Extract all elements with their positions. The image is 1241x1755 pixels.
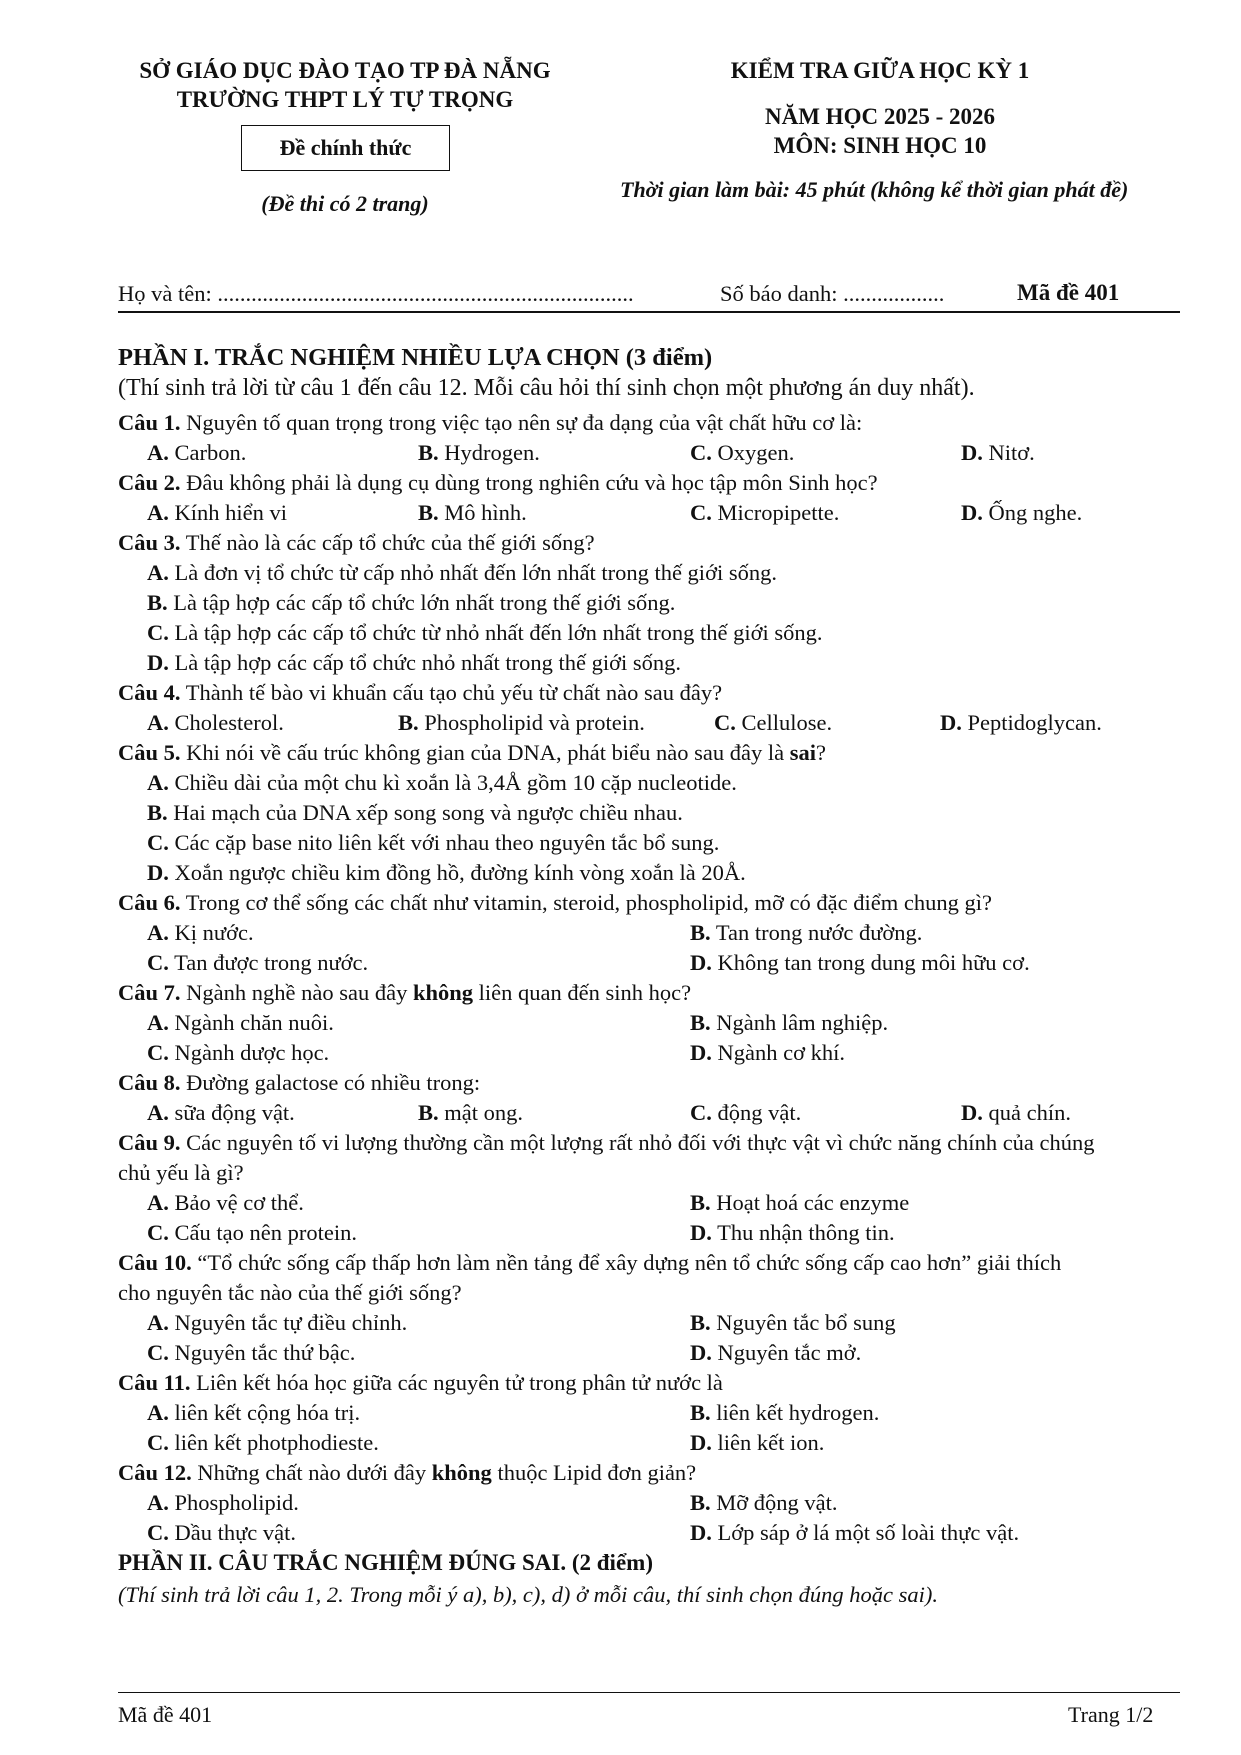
question-text: Thành tế bào vi khuẩn cấu tạo chủ yếu từ chất nào sau đây?	[180, 680, 723, 705]
question-12	[118, 1460, 696, 1486]
option-c	[147, 1520, 296, 1546]
option-c	[147, 1220, 357, 1246]
question-text-end: liên quan đến sinh học?	[473, 980, 692, 1005]
option-a	[147, 500, 287, 526]
option-a	[147, 1100, 295, 1126]
option-text: Nguyên tắc bổ sung	[710, 1310, 896, 1335]
question-text: Khi nói về cấu trúc không gian của DNA, phát biểu nào sau đây là	[180, 740, 790, 765]
header-divider	[118, 311, 1180, 313]
option-key: B.	[690, 1490, 711, 1515]
question-3	[118, 530, 595, 556]
option-key: A.	[147, 1400, 169, 1425]
option-text: Không tan trong dung môi hữu cơ.	[711, 950, 1030, 975]
option-key: B.	[418, 1100, 439, 1125]
question-10-continuation: cho nguyên tắc nào của thế giới sống?	[118, 1280, 462, 1305]
option-text: Là đơn vị tổ chức từ cấp nhỏ nhất đến lớn nhất trong thế giới sống.	[168, 560, 777, 585]
subject: MÔN: SINH HỌC 10	[773, 133, 987, 158]
exam-code: Mã đề 401	[1017, 280, 1120, 305]
option-text: Xoắn ngược chiều kim đồng hồ, đường kính vòng xoắn là 20Å.	[168, 860, 746, 885]
time-note: Thời gian làm bài: 45 phút (không kể thời gian phát đề)	[620, 177, 1129, 202]
option-key: D.	[690, 1520, 712, 1545]
option-key: A.	[147, 1100, 169, 1125]
part1-instruction: (Thí sinh trả lời từ câu 1 đến câu 12. Mỗi câu hỏi thí sinh chọn một phương án duy nhất).	[118, 375, 975, 401]
option-key: B.	[690, 1310, 711, 1335]
school-year: NĂM HỌC 2025 - 2026	[765, 104, 995, 129]
option-text: Tan được trong nước.	[168, 950, 369, 975]
option-text: Kính hiển vi	[168, 500, 287, 525]
option-c	[147, 1430, 379, 1456]
option-key: B.	[690, 1010, 711, 1035]
option-text: Là tập hợp các cấp tổ chức lớn nhất trong thế giới sống.	[167, 590, 676, 615]
question-label: Câu 11.	[118, 1370, 191, 1395]
option-a	[147, 1010, 334, 1036]
option-text: quả chín.	[982, 1100, 1071, 1125]
option-text: Phospholipid.	[168, 1490, 299, 1515]
option-key: C.	[690, 440, 712, 465]
option-key: D.	[690, 950, 712, 975]
option-key: C.	[714, 710, 736, 735]
option-a	[147, 1400, 360, 1426]
option-key: D.	[690, 1340, 712, 1365]
option-key: B.	[147, 800, 168, 825]
question-text: Những chất nào dưới đây	[191, 1460, 432, 1485]
option-c	[147, 1040, 329, 1066]
option-b	[690, 1400, 879, 1426]
part2-title: PHẦN II. CÂU TRẮC NGHIỆM ĐÚNG SAI. (2 điểm)	[118, 1550, 653, 1575]
exam-title: KIỂM TRA GIỮA HỌC KỲ 1	[730, 58, 1030, 83]
option-text: Nguyên tắc tự điều chỉnh.	[168, 1310, 408, 1335]
student-name-field: Họ và tên: ..........................................................................	[118, 281, 634, 306]
question-label: Câu 8.	[118, 1070, 181, 1095]
option-text: mật ong.	[438, 1100, 524, 1125]
option-b	[398, 710, 645, 736]
option-key: C.	[147, 1430, 169, 1455]
option-text: liên kết photphodieste.	[168, 1430, 379, 1455]
question-text: “Tổ chức sống cấp thấp hơn làm nền tảng để xây dựng nên tổ chức sống cấp cao hơn” giải thích	[191, 1250, 1062, 1275]
option-text: Ngành dược học.	[168, 1040, 330, 1065]
option-key: C.	[147, 1040, 169, 1065]
option-key: A.	[147, 1490, 169, 1515]
part2-instruction: (Thí sinh trả lời câu 1, 2. Trong mỗi ý a), b), c), d) ở mỗi câu, thí sinh chọn đúng hoặc sai).	[118, 1582, 939, 1607]
option-text: liên kết cộng hóa trị.	[168, 1400, 361, 1425]
option-key: A.	[147, 560, 169, 585]
option-key: D.	[147, 650, 169, 675]
option-c	[690, 440, 794, 466]
pages-note: (Đề thi có 2 trang)	[261, 191, 429, 216]
option-key: B.	[418, 500, 439, 525]
footer-divider	[118, 1692, 1180, 1693]
option-key: A.	[147, 1190, 169, 1215]
option-text: Bảo vệ cơ thể.	[168, 1190, 304, 1215]
option-d	[961, 440, 1035, 466]
option-b	[690, 1010, 888, 1036]
option-key: D.	[690, 1430, 712, 1455]
option-a	[147, 440, 246, 466]
option-text: Ống nghe.	[982, 500, 1083, 525]
option-d	[690, 1340, 861, 1366]
option-text: liên kết ion.	[711, 1430, 825, 1455]
option-key: D.	[690, 1040, 712, 1065]
option-text: Ngành lâm nghiệp.	[710, 1010, 889, 1035]
option-key: D.	[961, 440, 983, 465]
option-d	[690, 1520, 1019, 1546]
option-text: Ngành chăn nuôi.	[168, 1010, 334, 1035]
option-text: Oxygen.	[711, 440, 795, 465]
option-text: Micropipette.	[711, 500, 840, 525]
option-d	[147, 650, 681, 676]
question-emphasis: không	[412, 980, 474, 1005]
option-a	[147, 920, 254, 946]
question-10	[118, 1250, 1061, 1276]
option-text: Cellulose.	[735, 710, 833, 735]
option-text: Là tập hợp các cấp tổ chức từ nhỏ nhất đến lớn nhất trong thế giới sống.	[168, 620, 823, 645]
question-label: Câu 6.	[118, 890, 181, 915]
question-label: Câu 5.	[118, 740, 181, 765]
question-text: Đâu không phải là dụng cụ dùng trong nghiên cứu và học tập môn Sinh học?	[180, 470, 878, 495]
option-text: Carbon.	[168, 440, 247, 465]
option-key: D.	[961, 1100, 983, 1125]
option-key: C.	[147, 1520, 169, 1545]
question-label: Câu 2.	[118, 470, 181, 495]
question-text: Thế nào là các cấp tổ chức của thế giới sống?	[180, 530, 595, 555]
option-b	[690, 1490, 838, 1516]
question-label: Câu 1.	[118, 410, 181, 435]
option-text: Là tập hợp các cấp tổ chức nhỏ nhất trong thế giới sống.	[168, 650, 681, 675]
question-7	[118, 980, 691, 1006]
option-key: A.	[147, 770, 169, 795]
option-b	[690, 1190, 909, 1216]
option-key: A.	[147, 920, 169, 945]
option-text: liên kết hydrogen.	[710, 1400, 880, 1425]
question-label: Câu 4.	[118, 680, 181, 705]
department-name: SỞ GIÁO DỤC ĐÀO TẠO TP ĐÀ NẴNG	[139, 58, 551, 83]
official-label: Đề chính thức	[279, 135, 412, 160]
question-2	[118, 470, 878, 496]
option-text: Phospholipid và protein.	[418, 710, 645, 735]
option-text: Peptidoglycan.	[961, 710, 1102, 735]
option-c	[147, 830, 719, 856]
option-b	[690, 920, 922, 946]
question-text: Ngành nghề nào sau đây	[180, 980, 413, 1005]
option-text: Cấu tạo nên protein.	[168, 1220, 357, 1245]
option-key: A.	[147, 500, 169, 525]
option-text: Chiều dài của một chu kì xoắn là 3,4Å gồm 10 cặp nucleotide.	[168, 770, 737, 795]
option-b	[418, 500, 527, 526]
option-text: Nguyên tắc thứ bậc.	[168, 1340, 356, 1365]
option-a	[147, 1310, 407, 1336]
option-key: A.	[147, 440, 169, 465]
option-c	[147, 1340, 355, 1366]
option-key: B.	[690, 1400, 711, 1425]
option-key: B.	[690, 920, 711, 945]
option-c	[714, 710, 832, 736]
option-d	[690, 950, 1030, 976]
option-d	[961, 1100, 1071, 1126]
question-text: Đường galactose có nhiều trong:	[180, 1070, 481, 1095]
option-text: sữa động vật.	[168, 1100, 295, 1125]
option-c	[147, 950, 368, 976]
option-text: Nguyên tắc mở.	[711, 1340, 862, 1365]
option-text: Cholesterol.	[168, 710, 284, 735]
question-5	[118, 740, 826, 766]
question-label: Câu 9.	[118, 1130, 181, 1155]
option-c	[147, 620, 823, 646]
question-text-end: thuộc Lipid đơn giản?	[491, 1460, 697, 1485]
question-text-end: ?	[815, 740, 826, 765]
question-11	[118, 1370, 723, 1396]
question-text: Liên kết hóa học giữa các nguyên tử trong phân tử nước là	[190, 1370, 723, 1395]
question-9-continuation: chủ yếu là gì?	[118, 1160, 244, 1185]
option-text: động vật.	[711, 1100, 802, 1125]
option-key: A.	[147, 1010, 169, 1035]
school-name: TRƯỜNG THPT LÝ TỰ TRỌNG	[176, 87, 514, 112]
question-text: Trong cơ thể sống các chất như vitamin, steroid, phospholipid, mỡ có đặc điểm chung gì?	[180, 890, 992, 915]
question-1	[118, 410, 862, 436]
option-key: C.	[147, 1340, 169, 1365]
question-label: Câu 10.	[118, 1250, 192, 1275]
option-key: B.	[147, 590, 168, 615]
option-key: C.	[147, 1220, 169, 1245]
option-key: B.	[398, 710, 419, 735]
question-emphasis: sai	[789, 740, 816, 765]
question-label: Câu 3.	[118, 530, 181, 555]
option-d	[690, 1040, 845, 1066]
option-d	[961, 500, 1082, 526]
option-key: C.	[690, 1100, 712, 1125]
question-label: Câu 7.	[118, 980, 181, 1005]
option-key: C.	[147, 950, 169, 975]
option-a	[147, 1490, 299, 1516]
option-b	[418, 1100, 523, 1126]
part1-title: PHẦN I. TRẮC NGHIỆM NHIỀU LỰA CHỌN (3 điểm)	[118, 344, 713, 371]
option-text: Dầu thực vật.	[168, 1520, 297, 1545]
footer-exam-code: Mã đề 401	[118, 1702, 213, 1727]
option-text: Các cặp base nito liên kết với nhau theo nguyên tắc bổ sung.	[168, 830, 720, 855]
option-d	[940, 710, 1102, 736]
option-key: D.	[961, 500, 983, 525]
question-label: Câu 12.	[118, 1460, 192, 1485]
option-text: Hoạt hoá các enzyme	[710, 1190, 910, 1215]
option-a	[147, 560, 777, 586]
option-a	[147, 770, 737, 796]
option-key: B.	[690, 1190, 711, 1215]
option-d	[690, 1430, 824, 1456]
option-key: B.	[418, 440, 439, 465]
option-key: D.	[940, 710, 962, 735]
question-text: Nguyên tố quan trọng trong việc tạo nên sự đa dạng của vật chất hữu cơ là:	[180, 410, 863, 435]
option-b	[418, 440, 540, 466]
question-text: Các nguyên tố vi lượng thường cần một lượng rất nhỏ đối với thực vật vì chức năng chính của chúng	[180, 1130, 1095, 1155]
option-key: D.	[690, 1220, 712, 1245]
option-text: Ngành cơ khí.	[711, 1040, 845, 1065]
option-text: Thu nhận thông tin.	[711, 1220, 895, 1245]
option-b	[147, 590, 675, 616]
option-text: Tan trong nước đường.	[710, 920, 923, 945]
option-text: Mỡ động vật.	[710, 1490, 838, 1515]
question-8	[118, 1070, 480, 1096]
option-text: Mô hình.	[438, 500, 527, 525]
option-a	[147, 1190, 304, 1216]
option-d	[690, 1220, 895, 1246]
option-b	[690, 1310, 896, 1336]
option-a	[147, 710, 284, 736]
option-key: C.	[147, 620, 169, 645]
option-d	[147, 860, 746, 886]
question-emphasis: không	[431, 1460, 492, 1485]
option-text: Hydrogen.	[438, 440, 540, 465]
official-label-box	[241, 125, 450, 171]
option-key: A.	[147, 710, 169, 735]
option-b	[147, 800, 683, 826]
student-id-field: Số báo danh: ..................	[720, 281, 945, 306]
question-9	[118, 1130, 1095, 1156]
option-key: A.	[147, 1310, 169, 1335]
option-text: Kị nước.	[168, 920, 254, 945]
option-key: D.	[147, 860, 169, 885]
option-text: Nitơ.	[982, 440, 1035, 465]
option-c	[690, 1100, 801, 1126]
option-text: Lớp sáp ở lá một số loài thực vật.	[711, 1520, 1020, 1545]
question-4	[118, 680, 722, 706]
question-6	[118, 890, 992, 916]
option-key: C.	[147, 830, 169, 855]
option-c	[690, 500, 839, 526]
footer-page-number: Trang 1/2	[1068, 1702, 1154, 1727]
option-key: C.	[690, 500, 712, 525]
option-text: Hai mạch của DNA xếp song song và ngược chiều nhau.	[167, 800, 683, 825]
